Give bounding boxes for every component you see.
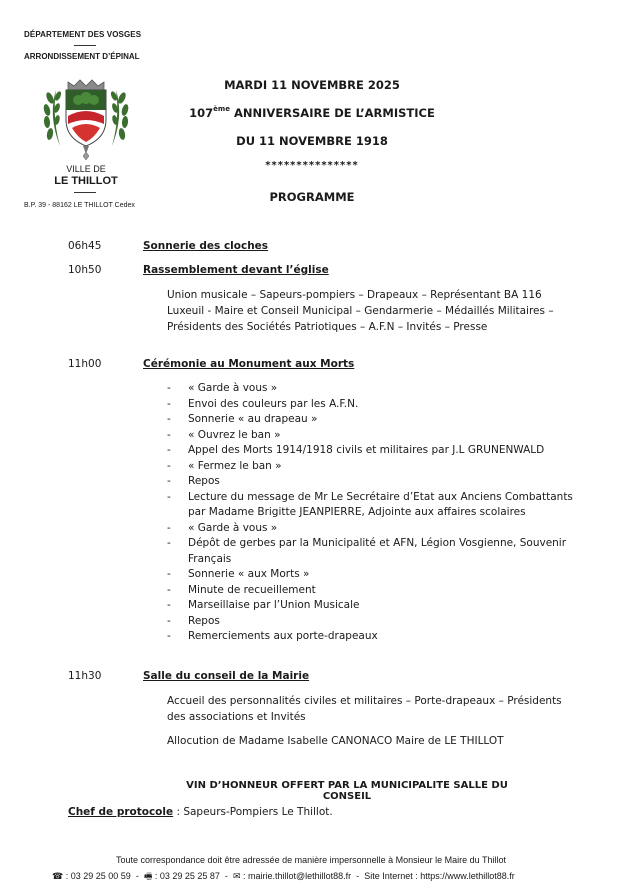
divider xyxy=(74,45,96,46)
postal-address: B.P. 39 - 88162 LE THILLOT Cedex xyxy=(24,202,135,209)
list-item: - « Garde à vous » xyxy=(167,381,587,397)
chef-protocole xyxy=(68,806,333,818)
separator: - xyxy=(356,871,360,881)
arrondissement-label: ARRONDISSEMENT D’ÉPINAL xyxy=(24,52,140,61)
schedule-time: 06h45 xyxy=(68,240,102,252)
schedule-description: Accueil des personnalités civiles et militaires – Porte-drapeaux – Présidents des associations et Invités xyxy=(167,695,562,723)
email-address: : mairie.thillot@lethillot88.fr xyxy=(243,871,352,881)
list-item: - Lecture du message de Mr Le Secrétaire d’Etat aux Anciens Combattants par Madame Brigitte JEANPIERRE, Adjointe aux affaires scolaires xyxy=(167,490,587,521)
fax-icon: 🖷 xyxy=(143,871,153,881)
list-item: - Envoi des couleurs par les A.F.N. xyxy=(167,397,587,413)
anniversary-text: ANNIVERSAIRE DE L’ARMISTICE xyxy=(233,106,435,120)
schedule-description: Allocution de Madame Isabelle CANONACO Maire de LE THILLOT xyxy=(167,735,504,747)
schedule-title: Cérémonie au Monument aux Morts xyxy=(143,358,355,370)
anniversary-title xyxy=(162,106,462,120)
list-item: - Repos xyxy=(167,614,587,630)
stars-separator: *************** xyxy=(265,160,359,171)
anniversary-number: 107 xyxy=(189,106,214,120)
list-item: - Dépôt de gerbes par la Municipalité et AFN, Légion Vosgienne, Souvenir Français xyxy=(167,536,587,567)
footer-notice: Toute correspondance doit être adressée de manière impersonnelle à Monsieur le Maire du Thillot xyxy=(115,855,507,865)
separator: - xyxy=(224,871,228,881)
fax-number: : 03 29 25 25 87 xyxy=(154,871,220,881)
schedule-time: 11h00 xyxy=(68,358,102,370)
list-item: - Sonnerie « aux Morts » xyxy=(167,567,587,583)
chef-protocole-value: : Sapeurs-Pompiers Le Thillot. xyxy=(173,806,333,818)
ceremony-list xyxy=(167,381,587,645)
website: Site Internet : https://www.lethillot88.fr xyxy=(364,871,515,881)
list-item: - Remerciements aux porte-drapeaux xyxy=(167,629,587,645)
separator: - xyxy=(135,871,139,881)
email-icon: ✉ xyxy=(232,871,241,881)
schedule-description: Union musicale – Sapeurs-pompiers – Drapeaux – Représentant BA 116 Luxeuil - Maire et Conseil Municipal – Gendarmerie – Médaillés Militaires – Présidents des Sociétés Patriotiques – A.F.N – Invités – Presse xyxy=(167,289,554,333)
list-item: - Marseillaise par l’Union Musicale xyxy=(167,598,587,614)
vin-honneur-notice: VIN D’HONNEUR OFFERT PAR LA MUNICIPALITE SALLE DU CONSEIL xyxy=(186,780,508,802)
footer-contacts xyxy=(52,869,515,885)
list-item: - Appel des Morts 1914/1918 civils et militaires par J.L GRUNENWALD xyxy=(167,443,587,459)
event-date: MARDI 11 NOVEMBRE 2025 xyxy=(224,78,400,92)
department-label: DÉPARTEMENT DES VOSGES xyxy=(24,30,142,39)
phone-icon: ☎ xyxy=(52,871,64,881)
anniversary-superscript: ème xyxy=(213,105,230,113)
ville-label: VILLE DE xyxy=(66,164,106,174)
town-crest-icon xyxy=(38,76,134,162)
schedule-title: Salle du conseil de la Mairie xyxy=(143,670,310,682)
list-item: - Sonnerie « au drapeau » xyxy=(167,412,587,428)
programme-heading: PROGRAMME xyxy=(269,190,355,204)
schedule-title: Rassemblement devant l’église xyxy=(143,264,329,276)
divider xyxy=(74,192,96,193)
schedule-time: 11h30 xyxy=(68,670,102,682)
list-item: - Repos xyxy=(167,474,587,490)
phone-number: : 03 29 25 00 59 xyxy=(65,871,131,881)
list-item: - « Ouvrez le ban » xyxy=(167,428,587,444)
chef-protocole-label: Chef de protocole xyxy=(68,806,174,818)
schedule-title: Sonnerie des cloches xyxy=(143,240,269,252)
list-item: - « Garde à vous » xyxy=(167,521,587,537)
list-item: - Minute de recueillement xyxy=(167,583,587,599)
armistice-date: DU 11 NOVEMBRE 1918 xyxy=(236,134,388,148)
schedule-time: 10h50 xyxy=(68,264,102,276)
ville-name: LE THILLOT xyxy=(54,175,118,187)
list-item: - « Fermez le ban » xyxy=(167,459,587,475)
